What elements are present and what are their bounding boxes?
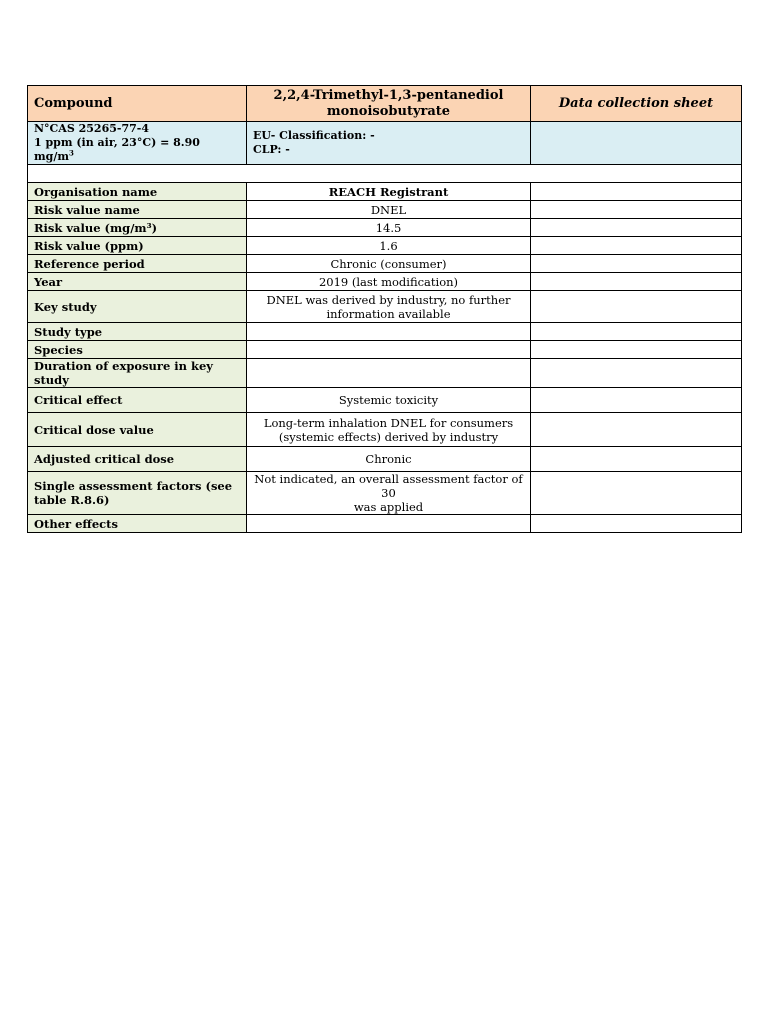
table-row <box>28 255 742 273</box>
row-value-line1: Long-term inhalation DNEL for consumers <box>263 415 514 430</box>
row-label: Risk value name <box>28 201 247 219</box>
row-label: Key study <box>28 291 247 323</box>
row-value: 1.6 <box>247 237 531 255</box>
cas-number: N°CAS 25265-77-4 <box>34 122 149 135</box>
info-row <box>28 122 742 165</box>
row-label: Study type <box>28 323 247 341</box>
row-empty-cell <box>531 273 742 291</box>
row-empty-cell <box>531 255 742 273</box>
row-value: REACH Registrant <box>247 183 531 201</box>
table-row <box>28 472 742 515</box>
compound-name-line2: monoisobutyrate <box>326 103 451 119</box>
row-value <box>247 472 531 515</box>
row-value-line1: DNEL was derived by industry, no further <box>266 292 511 307</box>
row-value <box>247 413 531 447</box>
conversion-superscript: 3 <box>69 148 74 158</box>
table-row <box>28 515 742 533</box>
row-label: Year <box>28 273 247 291</box>
classification-cell <box>247 122 531 165</box>
row-value: Chronic (consumer) <box>247 255 531 273</box>
row-value-line2: information available <box>326 306 451 321</box>
conversion-factor: 1 ppm (in air, 23°C) = 8.90 mg/m <box>34 136 200 163</box>
row-label <box>28 472 247 515</box>
info-empty-cell <box>531 122 742 165</box>
table-row <box>28 388 742 413</box>
row-empty-cell <box>531 237 742 255</box>
table-row <box>28 183 742 201</box>
header-row <box>28 86 742 122</box>
row-value <box>247 359 531 388</box>
row-value-line2: was applied <box>353 500 424 514</box>
row-empty-cell <box>531 515 742 533</box>
row-empty-cell <box>531 359 742 388</box>
table-row <box>28 201 742 219</box>
row-empty-cell <box>531 472 742 515</box>
row-value: Chronic <box>247 447 531 472</box>
row-label-line1: Single assessment factors (see <box>34 479 233 493</box>
row-value-line2: (systemic effects) derived by industry <box>278 429 499 444</box>
row-label: Adjusted critical dose <box>28 447 247 472</box>
row-empty-cell <box>531 341 742 359</box>
compound-name-line1: 2,2,4-Trimethyl-1,3-pentanediol <box>273 87 504 103</box>
sheet-title: Data collection sheet <box>531 86 742 122</box>
table-row <box>28 413 742 447</box>
row-value-line1: Not indicated, an overall assessment factor of 30 <box>254 472 523 500</box>
data-collection-table <box>27 85 742 533</box>
row-empty-cell <box>531 413 742 447</box>
row-label: Other effects <box>28 515 247 533</box>
table-row <box>28 447 742 472</box>
row-label: Critical dose value <box>28 413 247 447</box>
row-value: DNEL <box>247 201 531 219</box>
row-label: Species <box>28 341 247 359</box>
table-row <box>28 291 742 323</box>
row-empty-cell <box>531 183 742 201</box>
row-label: Reference period <box>28 255 247 273</box>
row-empty-cell <box>531 291 742 323</box>
row-empty-cell <box>531 201 742 219</box>
row-empty-cell <box>531 388 742 413</box>
row-label: Duration of exposure in key study <box>28 359 247 388</box>
table-row <box>28 237 742 255</box>
spacer-row <box>28 165 742 183</box>
row-label: Risk value (ppm) <box>28 237 247 255</box>
compound-name <box>247 86 531 122</box>
row-value <box>247 515 531 533</box>
row-value <box>247 323 531 341</box>
row-label: Organisation name <box>28 183 247 201</box>
row-value <box>247 291 531 323</box>
row-label: Critical effect <box>28 388 247 413</box>
cas-cell <box>28 122 247 165</box>
row-empty-cell <box>531 219 742 237</box>
table-row <box>28 323 742 341</box>
row-value <box>247 341 531 359</box>
table-row <box>28 341 742 359</box>
table-row <box>28 219 742 237</box>
spacer-cell <box>28 165 742 183</box>
table-row <box>28 273 742 291</box>
row-value: Systemic toxicity <box>247 388 531 413</box>
row-label: Risk value (mg/m³) <box>28 219 247 237</box>
clp-classification: CLP: - <box>253 143 290 156</box>
table-row <box>28 359 742 388</box>
compound-label: Compound <box>28 86 247 122</box>
eu-classification: EU- Classification: - <box>253 129 375 142</box>
row-label-line2: table R.8.6) <box>34 493 110 507</box>
row-value: 2019 (last modification) <box>247 273 531 291</box>
row-empty-cell <box>531 447 742 472</box>
row-value: 14.5 <box>247 219 531 237</box>
row-empty-cell <box>531 323 742 341</box>
